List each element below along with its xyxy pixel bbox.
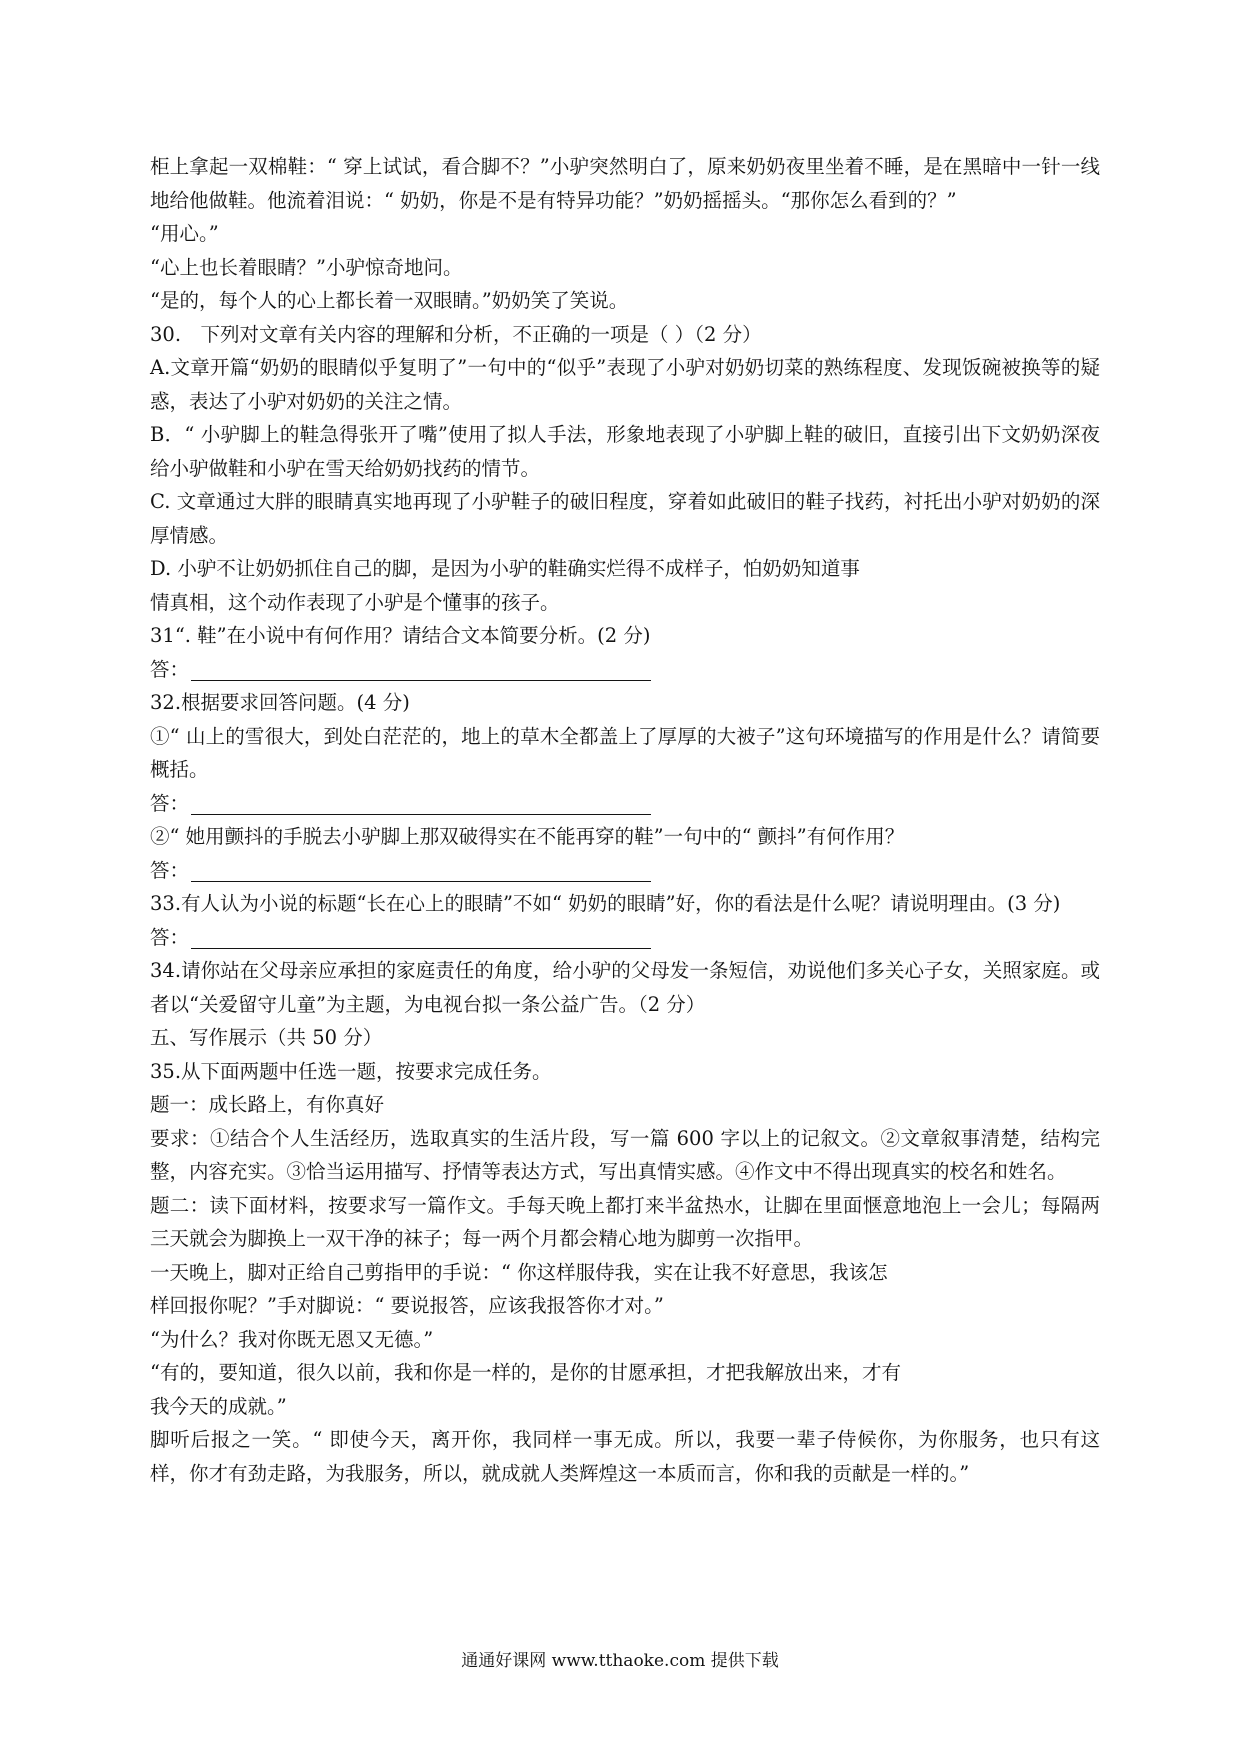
answer-blank [191, 790, 651, 815]
question-30-option-a: A.文章开篇“奶奶的眼睛似乎复明了”一句中的“似乎”表现了小驴对奶奶切菜的熟练程度、发现饭碗被换等的疑惑，表达了小驴对奶奶的关注之情。 [150, 356, 1100, 413]
material-line: 我今天的成就。” [150, 1394, 287, 1418]
question-30-option-d-line1: D. 小驴不让奶奶抓住自己的脚，是因为小驴的鞋确实烂得不成样子，怕奶奶知道事 [150, 557, 860, 580]
topic-2-intro: 题二：读下面材料，按要求写一篇作文。手每天晚上都打来半盆热水，让脚在里面惬意地泡上一会儿；每隔两三天就会为脚换上一双干净的袜子；每一两个月都会精心地为脚剪一次指甲。 [150, 1193, 1100, 1250]
material-line: “为什么？我对你既无恩又无德。” [150, 1327, 434, 1351]
section-5-heading: 五、写作展示（共 50 分） [150, 1026, 383, 1049]
answer-label: 答： [150, 657, 190, 681]
answer-line-32-2 [150, 854, 1100, 888]
material-line: 一天晚上，脚对正给自己剪指甲的手说：“ 你这样服侍我，实在让我不好意思，我该怎 [150, 1260, 888, 1284]
question-32-sub2: ②“ 她用颤抖的手脱去小驴脚上那双破得实在不能再穿的鞋”一句中的“ 颤抖”有何作用？ [150, 825, 905, 848]
answer-line-31 [150, 653, 1100, 687]
material-line: “有的，要知道，很久以前，我和你是一样的，是你的甘愿承担，才把我解放出来，才有 [150, 1361, 901, 1384]
answer-blank [191, 656, 651, 681]
answer-label: 答： [150, 791, 190, 815]
story-paragraph: “心上也长着眼睛？”小驴惊奇地问。 [150, 255, 463, 279]
material-paragraph: 脚听后报之一笑。“ 即使今天，离开你，我同样一事无成。所以，我要一辈子侍候你，为你服务，也只有这样，你才有劲走路，为我服务，所以，就成就人类辉煌这一本质而言，你和我的贡献是一样的。” [150, 1428, 1100, 1485]
document-body [150, 150, 1100, 1490]
answer-blank [191, 857, 651, 882]
story-paragraph: “是的，每个人的心上都长着一双眼睛。”奶奶笑了笑说。 [150, 289, 629, 312]
question-34-stem: 34.请你站在父母亲应承担的家庭责任的角度，给小驴的父母发一条短信，劝说他们多关心子女，关照家庭。或者以“关爱留守儿童”为主题，为电视台拟一条公益广告。（2 分） [150, 959, 1100, 1016]
question-30-option-b: B．“ 小驴脚上的鞋急得张开了嘴”使用了拟人手法，形象地表现了小驴脚上鞋的破旧，直接引出下文奶奶深夜给小驴做鞋和小驴在雪天给奶奶找药的情节。 [150, 423, 1100, 480]
answer-line-32-1 [150, 787, 1100, 821]
question-31-stem: 31“. 鞋”在小说中有何作用？请结合文本简要分析。(2 分) [150, 624, 651, 647]
question-30-option-d-line2: 情真相，这个动作表现了小驴是个懂事的孩子。 [150, 590, 560, 614]
topic-1-requirements: 要求：①结合个人生活经历，选取真实的生活片段，写一篇 600 字以上的记叙文。②文章叙事清楚，结构完整，内容充实。③恰当运用描写、抒情等表达方式，写出真情实感。④作文中不得出现真实的校名和姓名。 [150, 1126, 1100, 1183]
answer-line-33 [150, 921, 1100, 955]
question-30-stem: 30. 下列对文章有关内容的理解和分析，不正确的一项是（ ）（2 分） [150, 322, 762, 346]
question-30-option-c: C. 文章通过大胖的眼睛真实地再现了小驴鞋子的破旧程度，穿着如此破旧的鞋子找药，衬托出小驴对奶奶的深厚情感。 [150, 490, 1100, 547]
story-paragraph: 柜上拿起一双棉鞋：“ 穿上试试，看合脚不？”小驴突然明白了，原来奶奶夜里坐着不睡，是在黑暗中一针一线地给他做鞋。他流着泪说：“ 奶奶，你是不是有特异功能？”奶奶摇摇头。“那你怎么看到的？” [150, 155, 1100, 212]
story-paragraph: “用心。” [150, 222, 219, 245]
question-33-stem: 33.有人认为小说的标题“长在心上的眼睛”不如“ 奶奶的眼睛”好，你的看法是什么呢？请说明理由。(3 分) [150, 892, 1061, 915]
answer-label: 答： [150, 925, 190, 949]
answer-blank [191, 924, 651, 949]
page-footer: 通通好课网 www.tthaoke.com 提供下载 [461, 1651, 779, 1671]
material-line: 样回报你呢？”手对脚说：“ 要说报答，应该我报答你才对。” [150, 1294, 664, 1317]
question-35-stem: 35.从下面两题中任选一题，按要求完成任务。 [150, 1059, 552, 1083]
question-32-sub1: ①“ 山上的雪很大，到处白茫茫的，地上的草木全都盖上了厚厚的大被子”这句环境描写的作用是什么？请简要概括。 [150, 724, 1100, 781]
question-32-stem: 32.根据要求回答问题。(4 分) [150, 691, 410, 714]
topic-1-title: 题一：成长路上，有你真好 [150, 1093, 385, 1116]
answer-label: 答： [150, 858, 190, 882]
